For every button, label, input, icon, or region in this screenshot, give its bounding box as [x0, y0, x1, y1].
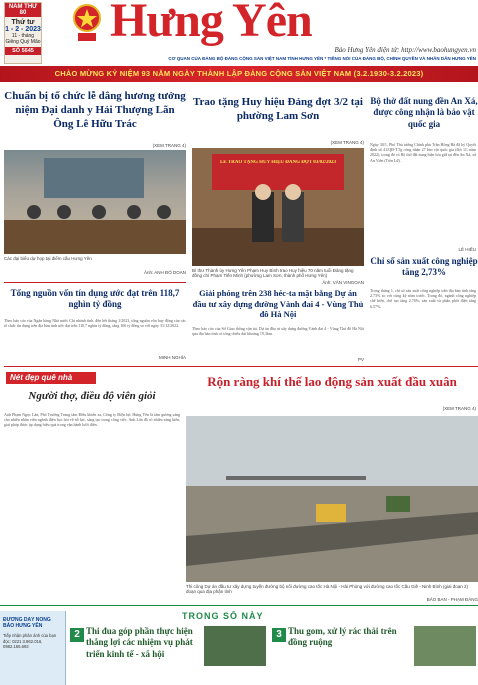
article-title-party-badge[interactable]: Trao tặng Huy hiệu Đảng đợt 3/2 tại phường Lam Sơn [193, 96, 363, 122]
issue-number: SỐ 5645 [5, 47, 41, 55]
article-title-ring-road[interactable]: Giải phóng trên 238 héc-ta mặt bằng Dự án đầu tư xây dựng đường Vành đai 4 - Vùng Thủ đô Hà Nội [192, 288, 364, 320]
article-credit: PV [357, 357, 364, 362]
page-number-badge: 2 [70, 628, 84, 642]
article-title-industry[interactable]: Chỉ số sản xuất công nghiệp tăng 2,73% [370, 256, 478, 278]
photo-caption: Bí thư Thành ủy Hưng Yên Phạm Huy Bình trao Huy hiệu 70 năm tuổi Đảng tặng đồng chí Phạm Tiến Minh (phường Lam Sơn, thành phố Hưng Yên) [192, 268, 354, 278]
divider [4, 282, 186, 283]
article-title-dispatcher[interactable]: Người thợ, điều độ viên giỏi [28, 390, 156, 402]
photo-credit: BẢO BAN - PHẠM ĐĂNG [426, 597, 478, 602]
teaser-photo [414, 626, 476, 666]
teaser-title-emulation[interactable]: Thi đua góp phần thực hiện thắng lợi các nhiệm vụ phát triển kinh tế - xã hội [86, 626, 193, 659]
article-credit: LÊ HIẾU [458, 247, 476, 252]
anniversary-banner: CHÀO MỪNG KỶ NIỆM 93 NĂM NGÀY THÀNH LẬP ĐẢNG CỘNG SẢN VIỆT NAM (3.2.1930-3.2.2023) [0, 66, 478, 82]
hotline-title: ĐƯỜNG DÂY NÓNG BÁO HƯNG YÊN [3, 617, 51, 629]
photo-caption: Thi công Dự án đầu tư xây dựng tuyến đường bộ nối đường cao tốc Hà Nội - Hải Phòng với đường cao tốc Cầu Giẽ - Ninh Bình (giai đoạn 2) đoạn qua địa phận tỉnh [186, 584, 469, 594]
article-body: Anh Phạm Ngọc Lân, Phó Trưởng Trung tâm Điều khiển xa, Công ty Điện lực Hưng Yên là tấm gương sáng cho nhiều nhân viên ngành điện học hỏi về nỗ lực, sáng tạo trong công việc. Anh Lân đã có nhiều sáng kiến, giải pháp được áp dụng hiệu quả trong vận hành lưới điện. [4, 412, 180, 428]
article-title-credit[interactable]: Tổng nguồn vốn tín dụng ước đạt trên 118,7 nghìn tỷ đồng [10, 288, 180, 310]
issue-lunar-date: 11 - tháng Giêng Quý Mão [5, 33, 41, 45]
article-ref: (XEM TRANG 4) [442, 406, 476, 411]
photo-road-construction [186, 416, 478, 582]
article-title-physician[interactable]: Chuẩn bị tổ chức lễ dâng hương tưởng niệm Đại danh y Hải Thượng Lãn Ông Lê Hữu Trác [4, 90, 186, 130]
photo-credit: Ảnh: VĂN VINGOAN [322, 280, 364, 285]
article-credit: MINH NGHĨA [159, 355, 186, 360]
divider [4, 366, 478, 367]
section-label-in-this-issue: TRONG SỐ NÀY [182, 611, 264, 621]
article-body: Trong tháng 1, chỉ số sản xuất công nghiệp trên địa bàn tỉnh tăng 2,73% so với cùng kỳ năm trước. Trong đó, ngành công nghiệp chế biến, chế tạo tăng 2,76%; sản xuất và phân phối điện tăng 6,57%. [370, 288, 476, 309]
ceremony-backdrop-text: LỄ TRAO TẶNG HUY HIỆU ĐẢNG ĐỢT 03/02/2023 [219, 160, 337, 165]
hotline-box [0, 611, 66, 685]
teaser-photo [204, 626, 266, 666]
website-line[interactable]: Báo Hưng Yên điện tử: http://www.baohungyen.vn [334, 46, 476, 54]
hotline-body: Tiếp nhận phản ánh của bạn đọc: 0221 3.862.016, 0982.165.693 [3, 633, 57, 649]
issue-weekday: Thứ tư [11, 19, 35, 26]
photo-caption: Các đại biểu dự họp tại điểm cầu Hưng Yên [4, 256, 92, 261]
article-body: Theo báo cáo của Ngân hàng Nhà nước Chi nhánh tỉnh, đến hết tháng 1/2023, tổng nguồn vốn huy động của các tổ chức tín dụng trên địa bàn tỉnh ước đạt trên 118,7 nghìn tỷ đồng, tăng 106 tỷ đồng so với ngày 31/12/2022. [4, 318, 186, 329]
teaser-title-waste[interactable]: Thu gom, xử lý rác thải trên đồng ruộng [288, 626, 397, 648]
issue-box [4, 2, 42, 64]
photo-credit: Ảnh: ANH ĐỖ DOAN [143, 270, 186, 275]
article-ref: (XEM TRANG 4) [152, 143, 186, 148]
emblem-icon [72, 2, 102, 44]
issue-date: 1 - 2 - 2023 [5, 26, 41, 33]
article-title-pottery[interactable]: Bộ thờ đất nung đền An Xá, được công nhận là bảo vật quốc gia [370, 96, 478, 129]
masthead-tagline: CƠ QUAN CỦA ĐẢNG BỘ ĐẢNG CỘNG SẢN VIỆT NAM TỈNH HƯNG YÊN * TIẾNG NÓI CỦA ĐẢNG BỘ, CHÍNH QUYỀN VÀ NHÂN DÂN HƯNG YÊN [168, 56, 476, 61]
photo-ceremony [192, 148, 364, 266]
article-ref: (XEM TRANG 4) [330, 140, 364, 145]
article-body: Ngày 30/1, Phó Thủ tướng Chính phủ Trần Hồng Hà đã ký Quyết định số 41/QĐ-TTg công nhận 27 bảo vật quốc gia (đợt 11, năm 2022), trong đó có Bộ thờ đất nung hiện lưu giữ tại đền An Xá, xã An Viên (Tiên Lữ). [370, 142, 476, 163]
page-number-badge: 3 [272, 628, 286, 642]
photo-meeting [4, 150, 186, 254]
newspaper-title: Hưng Yên [110, 0, 312, 47]
section-label-homeland: Nét đẹp quê nhà [6, 372, 96, 384]
article-title-spring-work[interactable]: Rộn ràng khí thế lao động sản xuất đầu xuân [207, 374, 457, 389]
article-body: Theo báo cáo của Sở Giao thông vận tải, Dự án đầu tư xây dựng đường Vành đai 4 - Vùng Thủ đô Hà Nội qua địa bàn tỉnh có tổng chiều dài khoảng 19,3km. [192, 326, 364, 337]
issue-year: NĂM THỨ 80 [5, 3, 41, 17]
divider [0, 605, 478, 606]
